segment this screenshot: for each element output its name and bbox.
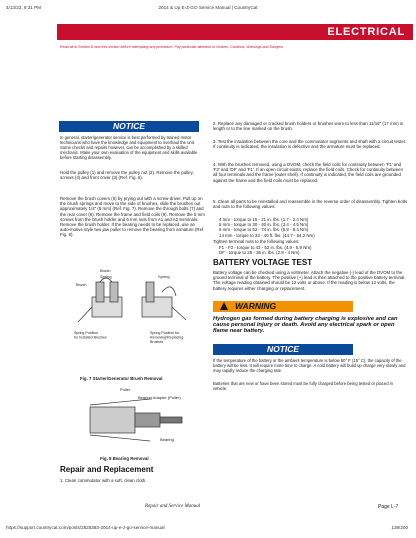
terminal-list [213,245,408,255]
fig8-caption: Fig. 8 Bearing Removal [100,456,149,461]
terminal-intro: Tighten terminal nuts to the following values: [213,239,300,244]
manual-name: Repair and Service Manual [145,504,201,509]
fig8-label-bearing: Bearing [160,437,174,442]
fig7-label-spring-2: Spring [158,274,170,279]
print-footer [0,525,416,535]
print-page-title: 2014 & Up E-Z-GO Service Manual | CountryCat [158,5,258,10]
bearing-removal-figure [80,385,200,455]
left-para-1: Hold the pulley (1) and remove the pulley nut (2). Remove the pulley, screws (4) and front cover (3) (Ref. Fig. 6). [60,170,194,181]
warning-icon [220,302,228,310]
fig8-label-bearing-adapter: Bearing Adapter (Puller) [138,395,181,400]
torque-item: 4 mm - torque to 15 - 21 in. lbs. (1.7 - 2.4 Nm) [219,217,309,222]
warning-label: WARNING [235,301,277,311]
repair-step-1: 1. Clean commutator with a soft, clean cloth. [60,478,147,483]
notice-text-right: If the temperature of the battery or the ambient temperature is below 60° F (15° C), the capacity of the battery will be less. It will require more time to charge. A cold battery will build up charge very slowly and may rapidly reduce the charging rate. [213,358,406,373]
notice-text-right-2: Batteries that are new or have been stored must be fully charged before being tested or placed in vehicle. [213,381,393,391]
print-timestamp: 4/13/23, 9:31 PM [6,5,41,10]
warning-text: Hydrogen gas formed during battery charging is explosive and can cause personal injury or death. Avoid any electrical spark or open flame near battery. [213,316,398,335]
terminal-item: DF - torque to 26 - 35 in. lbs. (2.9 - 4 Nm) [219,250,300,256]
print-header [0,0,416,14]
torque-item: 6 mm - torque to 52 - 74 in. lbs. (5.9 - 8.4 Nm) [219,227,309,233]
warning-banner [213,301,353,312]
torque-list [213,217,408,238]
fig7-label-spring: Spring [100,274,112,279]
section-banner [57,24,413,40]
fig7-label-brush: Brush [100,268,111,273]
step-5: 5. Clean all parts to be reinstalled and reassemble in the reverse order of disassembly. Tighten bolts and nuts to the following values: [213,199,408,210]
section-title: ELECTRICAL [327,26,405,38]
notice-text-left: In general, starter/generator service is best performed by trained motor technicians who have the knowledge and equipment to overhaul the unit. Some checks and repairs however, can be accomplished by a skilled mechanic. Make your own evaluation of the equipment and skills available before starting disassembly. [60,135,198,160]
brush-removal-figure [70,262,200,380]
battery-text: Battery voltage can be checked using a voltmeter. Attach the negative (-) lead of the DVOM to the ground terminal of the battery. The positive (+) lead is then attached to the positive battery terminal. The voltage reading obtained should be 12 volts or above. If the reading is below 12 volts, the battery requires either charging or replacement. [213,270,406,291]
fig7-label-brush-2: Brush [76,282,87,287]
battery-heading: BATTERY VOLTAGE TEST [213,258,313,267]
left-para-2: Remove the brush covers (6) by prying out with a screw-driver. Pull up on the brush springs and move to the side of brushes, slide the brushes out approximately 1/4" (6 mm) (Ref. Fig. 7). Remove the through bolts (7) and the rear cover (8). Remove the frame and field coils (9). Remove the 5 mm screws from the brush holder and 6 mm nuts from A1 and A2 terminals. Remove the brush holder. If the bearing needs to be replaced, use an auto-motive style two jaw puller to remove the bearing from armature (Ref. Fig. 8). [60,196,205,238]
safety-line: Read all of Section B and this section before attempting any procedure. Pay particular attention to Notices, Cautions, Warnings and Dangers. [60,45,285,49]
step-3: 3. Test the insulation between the core and the commutator segments and shaft with a circuit tester. If continuity is indicated, the insulation is defective and the armature must be replaced. [213,139,407,150]
torque-item: 14 mm - torque to 33 - 40 ft. lbs. (44.7 - 54.2 Nm) [219,232,315,238]
torque-item: 5 mm - torque to 30 - 40 in. lbs. (3.4 - 4.5 Nm) [219,222,309,228]
fig7-caption: Fig. 7 Starter/Generator Brush Removal [80,376,163,381]
terminal-item: F1 - F2 - torque to 43 - 52 in. lbs. (4.9 - 5.9 Nm) [219,245,312,250]
repair-heading: Repair and Replacement [60,465,154,474]
fig8-label-puller: Puller [120,387,131,392]
notice-label-right: NOTICE [213,344,353,355]
step-4: 4. With the brushes removed, using a DVOM, check the field coils for continuity between 'F1' and 'F2' and 'DF' and 'F1'. If an open circuit exists, replace the field coils. Check for continuity between all four terminals and the frame (outer shell). If continuity is indicated, the field coils are grounded against the frame and the field coils must be replaced. [213,162,404,183]
manual-page: Page L-7 [378,504,399,510]
print-url: https://support.countrycat.com/posts/2825383-2014-up-e-z-go-service-manual [6,525,165,530]
fig7-label-installed: Spring Position for Installed Brushes [74,331,107,340]
print-page-count: 139/200 [391,525,408,530]
notice-label-left: NOTICE [59,121,199,132]
fig7-label-removing: Spring Position for Removing/Replacing Brushes [150,331,184,344]
step-2: 2. Replace any damaged or cracked brush holders or brushes worn to less than 11/16" (17 mm) in length or to the line marked on the brush. [213,121,404,132]
